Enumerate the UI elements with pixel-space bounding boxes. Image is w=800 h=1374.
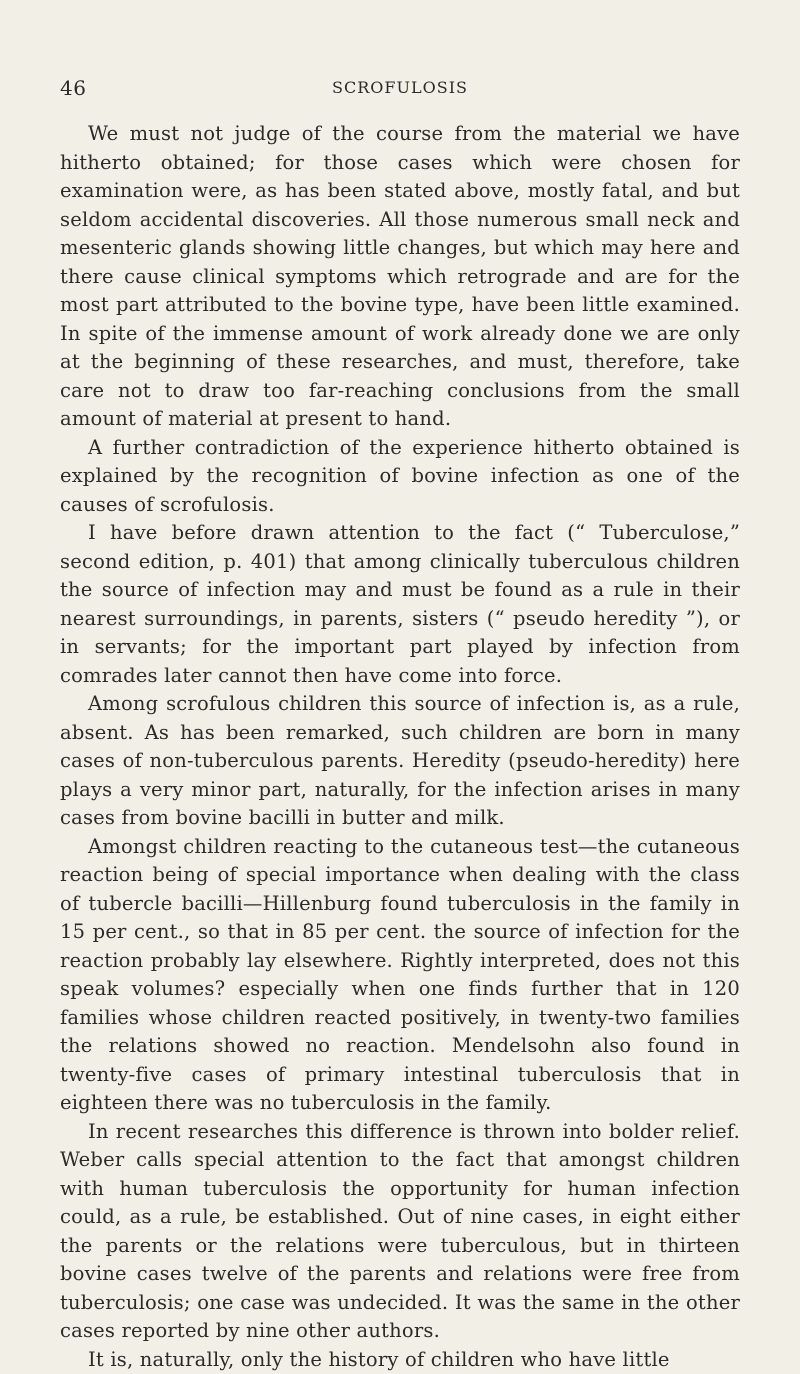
paragraph-1: We must not judge of the course from the material we have hitherto obtained; for those cases which were chosen for examination were, as has been stated above, mostly fatal, and but seldom accidental discoveries. All those numerous small neck and mesenteric glands showing little changes, but which may here and there cause clinical symptoms which retrograde and are for the most part attributed to the bovine type, have been little examined. In spite of the immense amount of work already done we are only at the beginning of these researches, and must, therefore, take care not to draw too far-reaching conclusions from the small amount of material at present to hand. <box>60 120 740 434</box>
body-text <box>60 120 740 1374</box>
paragraph-2: A further contradiction of the experience hitherto obtained is explained by the recognition of bovine infection as one of the causes of scrofulosis. <box>60 434 740 520</box>
paragraph-5: Amongst children reacting to the cutaneous test—the cutaneous reaction being of special importance when dealing with the class of tubercle bacilli—Hillenburg found tuberculosis in the family in 15 per cent., so that in 85 per cent. the source of infection for the reaction probably lay elsewhere. Rightly interpreted, does not this speak volumes? especially when one finds further that in 120 families whose children reacted positively, in twenty-two families the relations showed no reaction. Mendelsohn also found in twenty-five cases of primary intestinal tuberculosis that in eighteen there was no tuberculosis in the family. <box>60 833 740 1118</box>
paragraph-3: I have before drawn attention to the fact (“ Tuberculose,” second edition, p. 401) that among clinically tuberculous children the source of infection may and must be found as a rule in their nearest surroundings, in parents, sisters (“ pseudo heredity ”), or in servants; for the important part played by infection from comrades later cannot then have come into force. <box>60 519 740 690</box>
paragraph-6: In recent researches this difference is thrown into bolder relief. Weber calls special attention to the fact that amongst children with human tuberculosis the opportunity for human infection could, as a rule, be established. Out of nine cases, in eight either the parents or the relations were tuberculous, but in thirteen bovine cases twelve of the parents and relations were free from tuberculosis; one case was undecided. It was the same in the other cases reported by nine other authors. <box>60 1118 740 1346</box>
paragraph-4: Among scrofulous children this source of infection is, as a rule, absent. As has been remarked, such children are born in many cases of non-tuberculous parents. Heredity (pseudo-heredity) here plays a very minor part, naturally, for the infection arises in many cases from bovine bacilli in butter and milk. <box>60 690 740 833</box>
paragraph-7: It is, naturally, only the history of children who have little <box>60 1346 740 1374</box>
page-header <box>60 76 740 106</box>
page-number: 46 <box>60 76 86 100</box>
running-title: SCROFULOSIS <box>60 78 740 97</box>
